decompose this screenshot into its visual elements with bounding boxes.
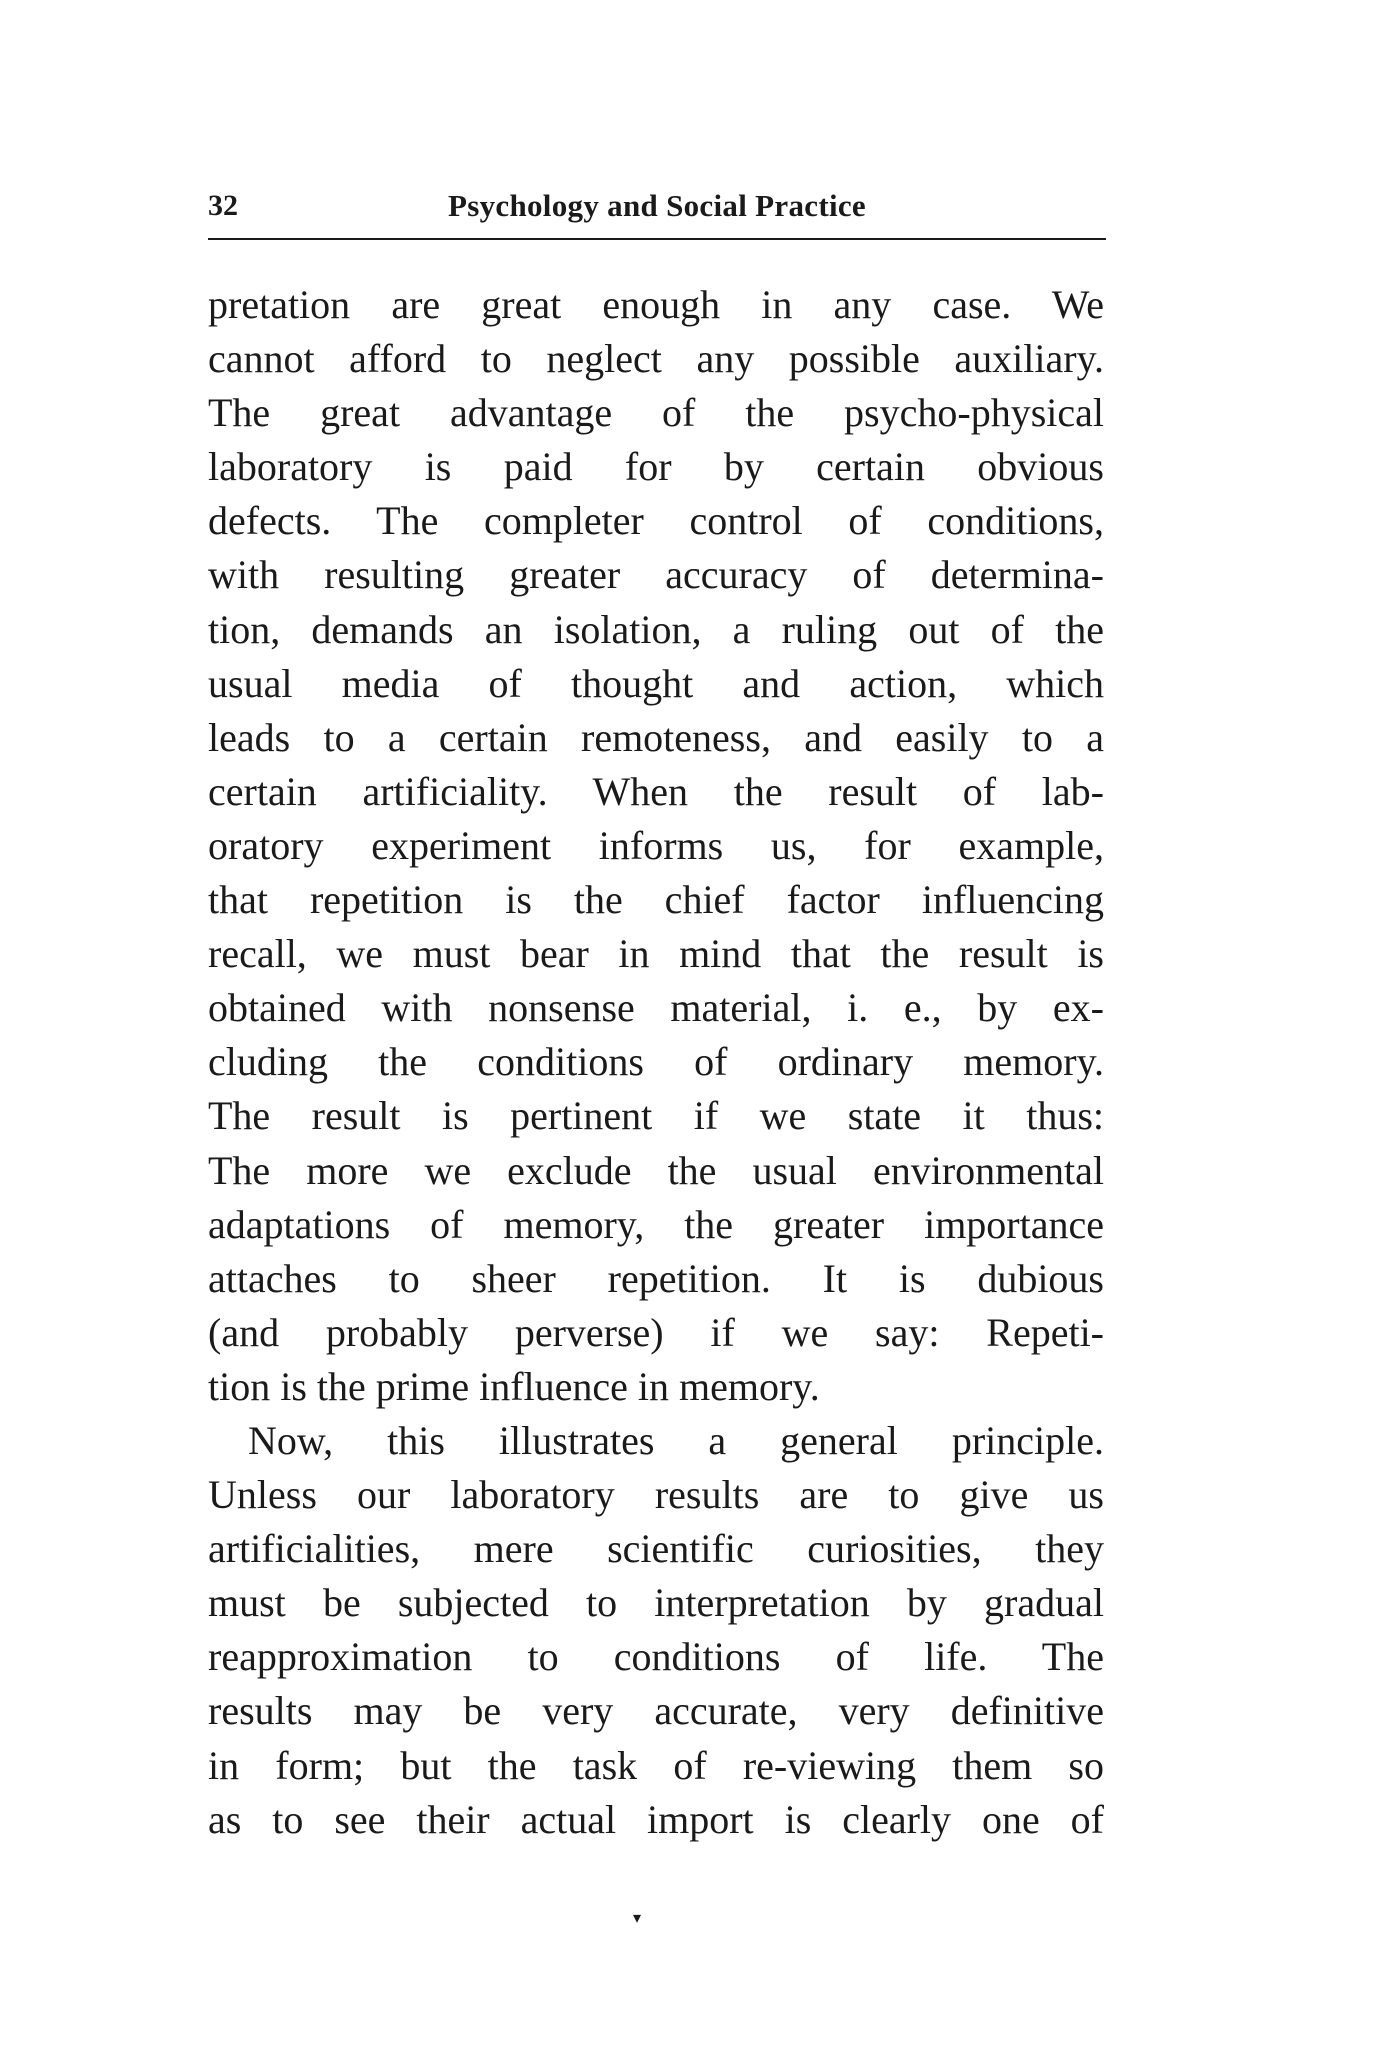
header-rule bbox=[208, 238, 1106, 240]
text-line: obtained with nonsense material, i. e., by ex- bbox=[208, 985, 1104, 1031]
text-line: artificialities, mere scientific curiosities, they bbox=[208, 1526, 1104, 1572]
text-line: defects. The completer control of conditions, bbox=[208, 498, 1104, 544]
text-line: certain artificiality. When the result of lab- bbox=[208, 768, 1104, 814]
text-line: The result is pertinent if we state it thus: bbox=[208, 1093, 1104, 1139]
text-line: laboratory is paid for by certain obvious bbox=[208, 444, 1104, 490]
text-line: as to see their actual import is clearly one of bbox=[208, 1796, 1104, 1842]
footer-mark: ▾ bbox=[633, 1908, 642, 1927]
text-line: Now, this illustrates a general principle. bbox=[248, 1417, 1104, 1463]
text-line: cluding the conditions of ordinary memory. bbox=[208, 1039, 1104, 1085]
body-text bbox=[208, 278, 1104, 1847]
text-line: in form; but the task of re-viewing them so bbox=[208, 1742, 1104, 1788]
text-line: The great advantage of the psycho-physical bbox=[208, 390, 1104, 436]
text-line: oratory experiment informs us, for example, bbox=[208, 822, 1104, 868]
text-line: usual media of thought and action, which bbox=[208, 660, 1104, 706]
running-head bbox=[208, 186, 1106, 238]
text-line: cannot afford to neglect any possible auxiliary. bbox=[208, 336, 1104, 382]
text-line: attaches to sheer repetition. It is dubious bbox=[208, 1255, 1104, 1301]
text-line: Unless our laboratory results are to give us bbox=[208, 1472, 1104, 1518]
text-line: reapproximation to conditions of life. The bbox=[208, 1634, 1104, 1680]
text-line: must be subjected to interpretation by gradual bbox=[208, 1580, 1104, 1626]
page-number: 32 bbox=[208, 189, 238, 222]
text-line: (and probably perverse) if we say: Repeti- bbox=[208, 1309, 1104, 1355]
text-line: results may be very accurate, very definitive bbox=[208, 1688, 1104, 1734]
paragraph-1 bbox=[208, 278, 1104, 1414]
text-line: The more we exclude the usual environmental bbox=[208, 1147, 1104, 1193]
running-title: Psychology and Social Practice bbox=[448, 188, 866, 223]
text-line: that repetition is the chief factor influencing bbox=[208, 877, 1104, 923]
text-line: tion, demands an isolation, a ruling out of the bbox=[208, 606, 1104, 652]
text-line: with resulting greater accuracy of determina- bbox=[208, 552, 1104, 598]
text-line: leads to a certain remoteness, and easily to a bbox=[208, 714, 1104, 760]
text-line: tion is the prime influence in memory. bbox=[208, 1363, 820, 1409]
text-line: pretation are great enough in any case. We bbox=[208, 282, 1104, 327]
paragraph-2 bbox=[208, 1414, 1104, 1847]
text-line: recall, we must bear in mind that the result is bbox=[208, 931, 1104, 977]
text-line: adaptations of memory, the greater importance bbox=[208, 1201, 1104, 1247]
